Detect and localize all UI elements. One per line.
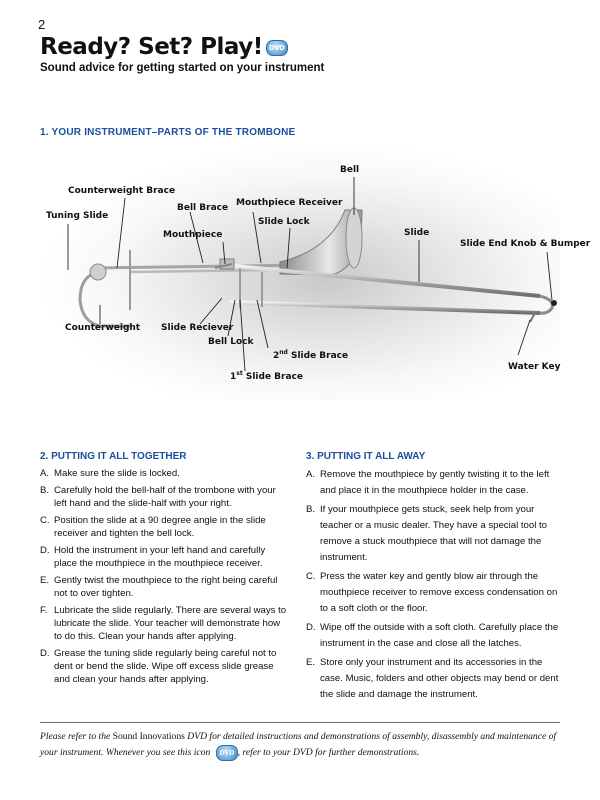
dvd-icon: DVD <box>266 40 288 56</box>
section2-list <box>40 467 290 690</box>
label-mouthpiece-receiver: Mouthpiece Receiver <box>236 198 343 208</box>
list-item <box>40 604 290 643</box>
label-slide-end-knob: Slide End Knob & Bumper <box>460 239 591 249</box>
list-item-letter: C. <box>306 571 316 582</box>
list-item-text: Carefully hold the bell-half of the trombone with your left hand and the slide-half with your right. <box>54 485 276 509</box>
label-slide: Slide <box>404 228 430 238</box>
list-item <box>40 647 290 686</box>
page-title-text: Ready? Set? Play! <box>40 34 263 60</box>
list-item-text: Remove the mouthpiece by gently twisting it to the left and place it in the mouthpiece holder in the case. <box>320 469 550 496</box>
label-counterweight-brace: Counterweight Brace <box>68 186 176 196</box>
list-item-letter: A. <box>306 469 316 480</box>
section3-heading: 3. PUTTING IT ALL AWAY <box>306 451 426 462</box>
list-item-letter: A. <box>40 468 50 479</box>
section2-heading: 2. PUTTING IT ALL TOGETHER <box>40 451 187 462</box>
label-first-slide-brace-num: 1 <box>230 372 237 382</box>
list-item-letter: D. <box>306 622 316 633</box>
list-item-letter: C. <box>40 515 50 526</box>
list-item-letter: B. <box>306 504 316 515</box>
label-second-slide-brace-sup: nd <box>279 349 288 356</box>
label-bell-brace: Bell Brace <box>177 203 229 213</box>
label-first-slide-brace-sup: st <box>236 370 243 377</box>
label-mouthpiece: Mouthpiece <box>163 230 223 240</box>
list-item-letter: D. <box>40 545 50 556</box>
footer-text-3: , refer to your DVD for further demonstrations. <box>237 747 420 759</box>
list-item <box>306 569 560 617</box>
section3-list <box>306 467 560 706</box>
label-first-slide-brace-text: Slide Brace <box>242 372 303 382</box>
footer-divider <box>40 722 560 723</box>
label-bell-lock: Bell Lock <box>208 337 254 347</box>
list-item-text: Hold the instrument in your left hand and carefully place the mouthpiece in the mouthpiece receiver. <box>54 545 266 569</box>
list-item-text: Lubricate the slide regularly. There are several ways to lubricate the slide. Your teacher will demonstrate how to do this. Clean your hands after applying. <box>54 605 287 642</box>
list-item <box>306 467 560 499</box>
list-item-text: If your mouthpiece gets stuck, seek help from your teacher or a music dealer. They have a special tool to remove a stuck mouthpiece that will not damage the instrument. <box>320 504 548 563</box>
dvd-icon: DVD <box>216 745 238 761</box>
footer-product-name: Sound Innovations <box>112 731 185 742</box>
list-item-text: Position the slide at a 90 degree angle in the slide receiver and tighten the bell lock. <box>54 515 266 539</box>
label-tuning-slide: Tuning Slide <box>46 211 109 221</box>
list-item-text: Wipe off the outside with a soft cloth. Carefully place the instrument in the case and close all the latches. <box>320 622 559 649</box>
list-item-text: Store only your instrument and its accessories in the case. Music, folders and other objects may bend or dent the slide and damage the instrument. <box>320 657 559 700</box>
label-bell: Bell <box>340 165 360 175</box>
page-subtitle: Sound advice for getting started on your instrument <box>40 62 325 74</box>
list-item <box>306 502 560 566</box>
page-title <box>40 34 288 60</box>
label-second-slide-brace-num: 2 <box>273 351 280 361</box>
list-item <box>306 620 560 652</box>
list-item <box>40 574 290 600</box>
list-item-letter: D. <box>40 648 50 659</box>
label-slide-receiver: Slide Reciever <box>161 323 234 333</box>
label-counterweight: Counterweight <box>65 323 141 333</box>
list-item-text: Gently twist the mouthpiece to the right being careful not to over tighten. <box>54 575 278 599</box>
label-second-slide-brace-text: Slide Brace <box>287 351 349 361</box>
list-item <box>306 655 560 703</box>
list-item-text: Grease the tuning slide regularly being careful not to dent or bend the slide. Wipe off excess slide grease and clean your hands after applying. <box>54 648 277 685</box>
trombone-figure <box>40 150 591 400</box>
list-item <box>40 514 290 540</box>
label-second-slide-brace <box>273 349 348 361</box>
list-item <box>40 544 290 570</box>
list-item-letter: F. <box>40 605 48 616</box>
list-item-letter: E. <box>40 575 50 586</box>
section1-heading: 1. YOUR INSTRUMENT–PARTS OF THE TROMBONE <box>40 127 296 138</box>
list-item <box>40 467 290 480</box>
label-first-slide-brace <box>230 370 303 382</box>
list-item <box>40 484 290 510</box>
list-item-letter: E. <box>306 657 316 668</box>
label-water-key: Water Key <box>508 362 561 372</box>
label-slide-lock: Slide Lock <box>258 217 310 227</box>
list-item-text: Press the water key and gently blow air through the mouthpiece receiver to remove excess condensation on to a soft cloth or the floor. <box>320 571 558 614</box>
list-item-letter: B. <box>40 485 50 496</box>
list-item-text: Make sure the slide is locked. <box>54 468 180 479</box>
footer-text-2: DVD for detailed instructions and demonstrations of assembly, disassembly and maintenance of your instrument. Whenever you see this icon <box>40 731 557 759</box>
page-number: 2 <box>38 17 46 32</box>
footer-text-1: Please refer to the <box>40 731 113 742</box>
footer-note <box>40 729 560 761</box>
